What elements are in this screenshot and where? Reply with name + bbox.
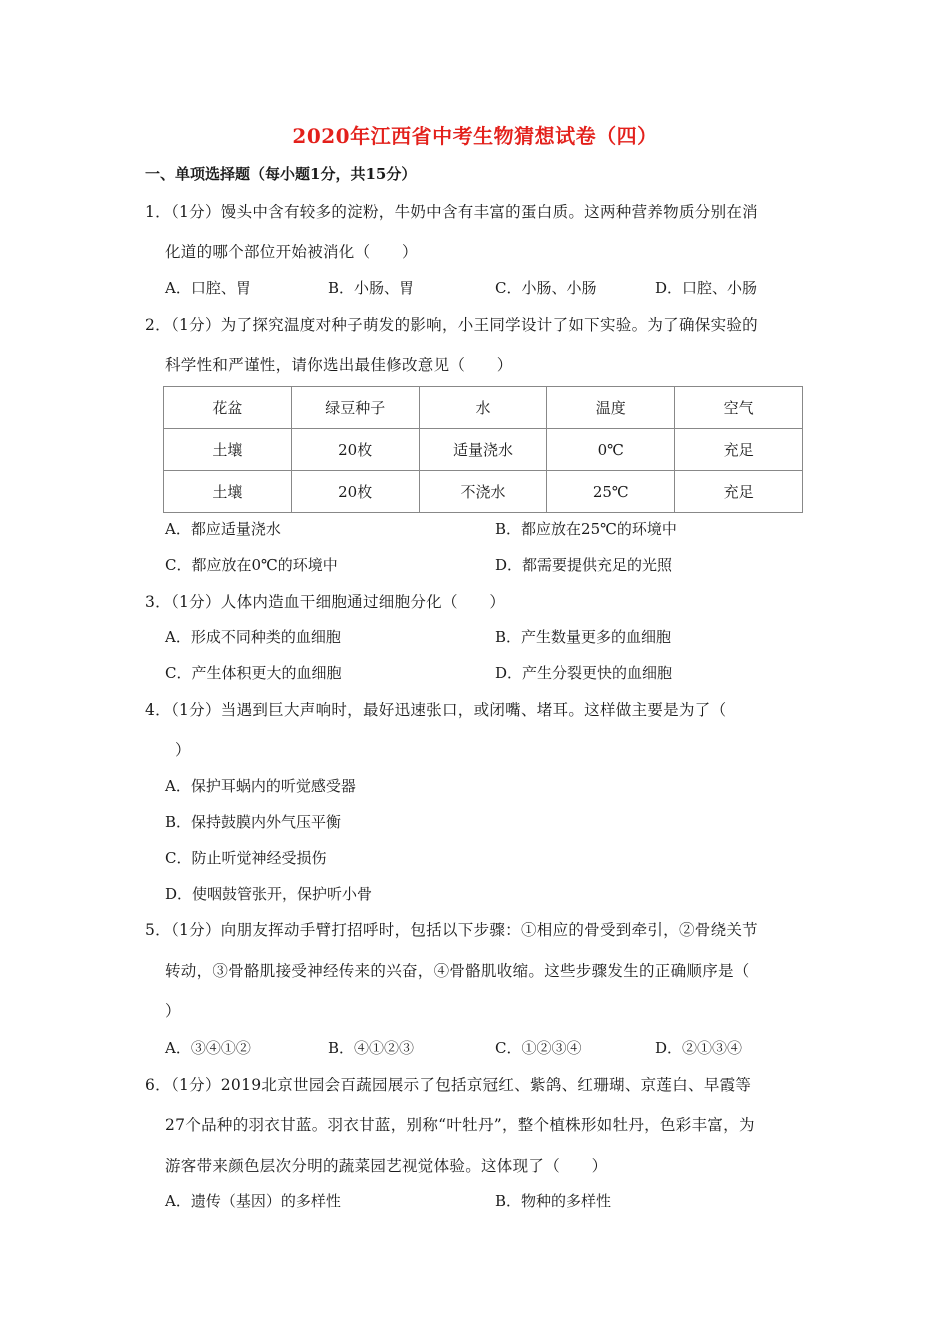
- question-4-line-1: 4．（1分）当遇到巨大声响时，最好迅速张口，或闭嘴、堵耳。这样做主要是为了（: [145, 701, 727, 719]
- question-5-line-1: 5．（1分）向朋友挥动手臂打招呼时，包括以下步骤：①相应的骨受到牵引，②骨绕关节: [145, 921, 758, 939]
- table-cell: 25℃: [547, 471, 675, 513]
- table-cell: 不浇水: [419, 471, 547, 513]
- question-5-option-b: B．④①②③: [328, 1039, 415, 1057]
- table-cell: 充足: [675, 429, 803, 471]
- table-row: [164, 429, 803, 471]
- question-6-line-1: 6．（1分）2019北京世园会百蔬园展示了包括京冠红、紫鸽、红珊瑚、京莲白、早霞等: [145, 1076, 752, 1094]
- question-5-option-d: D．②①③④: [655, 1039, 743, 1057]
- table-header-cell: 花盆: [164, 387, 292, 429]
- question-3-option-c: C．产生体积更大的血细胞: [165, 664, 342, 682]
- table-cell: 20枚: [291, 471, 419, 513]
- question-3-line-1: 3．（1分）人体内造血干细胞通过细胞分化（ ）: [145, 593, 506, 611]
- table-cell: 20枚: [291, 429, 419, 471]
- question-6-option-b: B．物种的多样性: [495, 1192, 612, 1210]
- question-6-line-3: 游客带来颜色层次分明的蔬菜园艺视觉体验。这体现了（ ）: [165, 1157, 608, 1175]
- table-header-cell: 水: [419, 387, 547, 429]
- table-header-cell: 温度: [547, 387, 675, 429]
- section-heading: 一、单项选择题（每小题1分，共15分）: [145, 165, 417, 183]
- table-row: [164, 471, 803, 513]
- question-4-option-d: D．使咽鼓管张开，保护听小骨: [165, 885, 373, 903]
- question-1-option-b: B．小肠、胃: [328, 279, 415, 297]
- question-4-option-c: C．防止听觉神经受损伤: [165, 849, 327, 867]
- question-2-line-2: 科学性和严谨性，请你选出最佳修改意见（ ）: [165, 356, 513, 374]
- question-2-option-b: B．都应放在25℃的环境中: [495, 520, 677, 538]
- question-5-line-2: 转动，③骨骼肌接受神经传来的兴奋，④骨骼肌收缩。这些步骤发生的正确顺序是（: [165, 962, 750, 980]
- table-cell: 充足: [675, 471, 803, 513]
- question-4-option-a: A．保护耳蜗内的听觉感受器: [165, 777, 356, 795]
- question-1-line-2: 化道的哪个部位开始被消化（ ）: [165, 243, 418, 261]
- table-header-cell: 空气: [675, 387, 803, 429]
- question-1-line-1: 1．（1分）馒头中含有较多的淀粉，牛奶中含有丰富的蛋白质。这两种营养物质分别在消: [145, 203, 758, 221]
- question-2-option-d: D．都需要提供充足的光照: [495, 556, 673, 574]
- question-3-option-b: B．产生数量更多的血细胞: [495, 628, 672, 646]
- question-5-option-a: A．③④①②: [165, 1039, 251, 1057]
- table-cell: 适量浇水: [419, 429, 547, 471]
- question-6-option-a: A．遗传（基因）的多样性: [165, 1192, 341, 1210]
- table-cell: 0℃: [547, 429, 675, 471]
- question-5-option-c: C．①②③④: [495, 1039, 582, 1057]
- page-title: 2020年江西省中考生物猜想试卷（四）: [292, 124, 658, 148]
- question-3-option-d: D．产生分裂更快的血细胞: [495, 664, 673, 682]
- experiment-table: [163, 386, 803, 513]
- question-1-option-a: A．口腔、胃: [165, 279, 251, 297]
- table-cell: 土壤: [164, 429, 292, 471]
- question-6-line-2: 27个品种的羽衣甘蓝。羽衣甘蓝，别称“叶牡丹”，整个植株形如牡丹，色彩丰富，为: [165, 1116, 755, 1134]
- table-header-cell: 绿豆种子: [291, 387, 419, 429]
- question-2-line-1: 2．（1分）为了探究温度对种子萌发的影响，小王同学设计了如下实验。为了确保实验的: [145, 316, 758, 334]
- question-2-option-a: A．都应适量浇水: [165, 520, 281, 538]
- question-4-option-b: B．保持鼓膜内外气压平衡: [165, 813, 342, 831]
- question-4-line-2: ）: [175, 741, 191, 759]
- question-1-option-d: D．口腔、小肠: [655, 279, 758, 297]
- question-5-line-3: ）: [165, 1002, 181, 1020]
- question-2-option-c: C．都应放在0℃的环境中: [165, 556, 338, 574]
- question-3-option-a: A．形成不同种类的血细胞: [165, 628, 341, 646]
- table-header-row: [164, 387, 803, 429]
- table-cell: 土壤: [164, 471, 292, 513]
- question-1-option-c: C．小肠、小肠: [495, 279, 597, 297]
